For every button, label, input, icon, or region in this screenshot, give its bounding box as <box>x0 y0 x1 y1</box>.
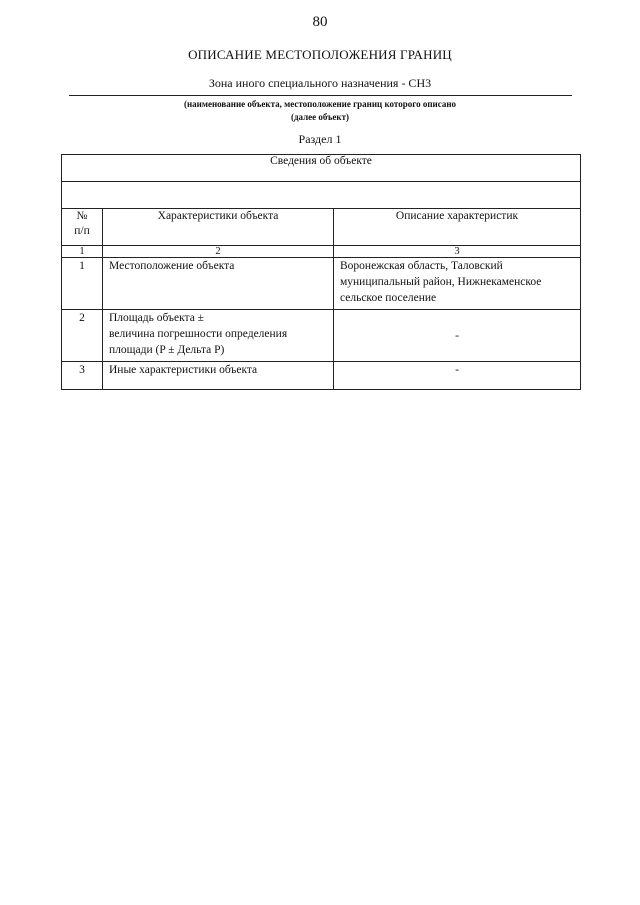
zone-name: Зона иного специального назначения - СН3 <box>208 76 432 90</box>
table-row <box>62 258 581 310</box>
row-description: - <box>334 310 581 362</box>
table-heading: Сведения об объекте <box>62 155 581 182</box>
row-characteristic: Площадь объекта ± величина погрешности определения площади (P ± Дельта P) <box>103 310 334 362</box>
page-number: 80 <box>312 14 328 30</box>
object-info-table <box>61 154 581 390</box>
row-number: 2 <box>62 310 103 362</box>
section-title: Раздел 1 <box>298 132 342 146</box>
title-underline <box>69 95 572 96</box>
table-heading-row <box>62 155 581 182</box>
caption-line-1: (наименование объекта, местоположение границ которого описано <box>183 99 457 109</box>
row-description: - <box>334 362 581 390</box>
row-number: 3 <box>62 362 103 390</box>
column-header-row <box>62 209 581 246</box>
column-header-number: № п/п <box>62 209 103 246</box>
object-caption <box>0 98 640 124</box>
table-empty-row <box>62 182 581 209</box>
table-empty-cell <box>62 182 581 209</box>
table-row <box>62 362 581 390</box>
column-number-2: 2 <box>103 246 334 258</box>
row-number: 1 <box>62 258 103 310</box>
row-characteristic: Иные характеристики объекта <box>103 362 334 390</box>
document-title: ОПИСАНИЕ МЕСТОПОЛОЖЕНИЯ ГРАНИЦ <box>188 47 452 62</box>
table-row <box>62 310 581 362</box>
column-number-1: 1 <box>62 246 103 258</box>
caption-line-2: (далее объект) <box>290 112 350 122</box>
column-header-characteristics: Характеристики объекта <box>103 209 334 246</box>
row-description: Воронежская область, Таловский муниципальный район, Нижнекаменское сельское поселение <box>334 258 581 310</box>
row-characteristic: Местоположение объекта <box>103 258 334 310</box>
column-number-3: 3 <box>334 246 581 258</box>
column-number-row <box>62 246 581 258</box>
column-header-description: Описание характеристик <box>334 209 581 246</box>
